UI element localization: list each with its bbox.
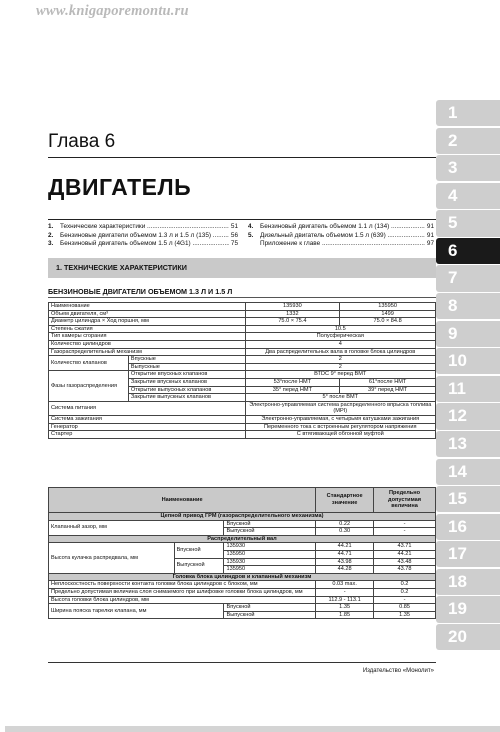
table-row [49, 333, 436, 341]
cell: Выпускной [174, 558, 224, 573]
cell: 43.78 [374, 566, 436, 574]
cell: С втягивающей обгонной муфтой [245, 431, 435, 439]
cell: Предельно допустимая величина слоя снимаемого при шлифовке головки блока цилиндров, мм [49, 588, 316, 596]
cell: 43.98 [316, 558, 374, 566]
toc-page: 51 [230, 223, 238, 230]
toc-item[interactable] [48, 240, 238, 249]
cell: ВТDС 9° перед ВМТ [245, 371, 435, 379]
divider [48, 157, 436, 158]
group-title: Цепной привод ГРМ (газораспределительного механизма) [49, 513, 436, 521]
chapter-tab-9[interactable]: 9 [436, 321, 500, 347]
cell: Ширина пояска тарелки клапана, мм [49, 604, 224, 619]
chapter-tabs [436, 100, 500, 652]
cell: Два распределительных вала в головке блока цилиндров [245, 348, 435, 356]
cell: 43.71 [374, 543, 436, 551]
chapter-tab-18[interactable]: 18 [436, 569, 500, 595]
table-row [49, 604, 436, 612]
cell: Впускные [128, 356, 245, 364]
toc-number [248, 240, 260, 249]
toc-page: 91 [426, 231, 434, 239]
toc-page: 56 [230, 231, 238, 239]
cell: Высота головки блока цилиндров, мм [49, 596, 316, 604]
cell: 135930 [224, 543, 316, 551]
cell: Выпускные [128, 363, 245, 371]
chapter-tab-10[interactable]: 10 [436, 348, 500, 374]
cell: 2 [245, 356, 435, 364]
toc-number: 2. [48, 231, 54, 239]
cell: 4 [245, 340, 435, 348]
cell: Выпускной [224, 611, 316, 619]
cell: 44.71 [316, 550, 374, 558]
cell: Открытие впускных клапанов [128, 371, 245, 379]
cell: 10.5 [245, 325, 435, 333]
divider [48, 219, 436, 220]
chapter-tab-8[interactable]: 8 [436, 293, 500, 319]
cell: 135930 [245, 303, 340, 311]
chapter-tab-20[interactable]: 20 [436, 624, 500, 650]
table-row [49, 356, 436, 364]
cell: Полусферическая [245, 333, 435, 341]
cell: 1332 [245, 310, 340, 318]
cell: Степень сжатия [49, 325, 246, 333]
chapter-tab-5[interactable]: 5 [436, 210, 500, 236]
cell: 135950 [224, 550, 316, 558]
specs-table [48, 302, 436, 439]
table-header-row [49, 488, 436, 513]
chapter-tab-11[interactable]: 11 [436, 376, 500, 402]
publisher-credit: Издательство «Монолит» [362, 668, 434, 674]
chapter-tab-17[interactable]: 17 [436, 541, 500, 567]
section-heading: 1. ТЕХНИЧЕСКИЕ ХАРАКТЕРИСТИКИ [48, 258, 436, 278]
cell: Впускной [224, 520, 316, 528]
table-row [49, 340, 436, 348]
column-header: Наименование [49, 488, 316, 513]
toc-item[interactable] [248, 232, 434, 241]
group-row [49, 513, 436, 521]
chapter-tab-7[interactable]: 7 [436, 265, 500, 291]
toc-title: Бензиновый двигатель объемом 1.5 л (4G1) ..... [60, 240, 229, 249]
cell: Система питания [49, 401, 246, 415]
divider [48, 662, 436, 663]
group-row [49, 573, 436, 581]
cell: Электронно-управляемая система распределенного впрыска топлива (MPI) [245, 401, 435, 415]
cell: Диаметр цилиндра × Ход поршня, мм [49, 318, 246, 326]
chapter-tab-14[interactable]: 14 [436, 459, 500, 485]
cell: 44.28 [316, 566, 374, 574]
toc-number: 3. [48, 240, 54, 247]
cell: Открытие выпускных клапанов [128, 386, 245, 394]
cell: Объем двигателя, см³ [49, 310, 246, 318]
cell: 61°после НМТ [340, 378, 436, 386]
cell: 1.35 [316, 604, 374, 612]
group-title: Распределительный вал [49, 535, 436, 543]
toc-number: 5. [248, 231, 254, 239]
table-row [49, 596, 436, 604]
cell: 2 [245, 363, 435, 371]
page-edge [0, 726, 500, 732]
table-row [49, 401, 436, 415]
chapter-tab-12[interactable]: 12 [436, 403, 500, 429]
cell: 5° после ВМТ [245, 394, 435, 402]
cell: 75.0 × 84.8 [340, 318, 436, 326]
cell: Впускной [174, 543, 224, 558]
table-row [49, 581, 436, 589]
cell: Фазы газораспределения [49, 371, 129, 401]
table-row [49, 310, 436, 318]
table-row [49, 415, 436, 423]
cell: 0.2 [374, 581, 436, 589]
toc-page: 97 [426, 240, 434, 247]
toc-item[interactable] [248, 240, 434, 249]
tolerances-table [48, 487, 436, 619]
chapter-tab-3[interactable]: 3 [436, 155, 500, 181]
toc-title: Бензиновый двигатель объемом 1.1 л (134) ..... [260, 223, 425, 232]
toc-right [248, 223, 434, 249]
toc-number: 4. [248, 223, 254, 230]
cell: Закрытие впускных клапанов [128, 378, 245, 386]
chapter-tab-2[interactable]: 2 [436, 128, 500, 154]
cell: 75.0 × 75.4 [245, 318, 340, 326]
watermark: www.knigaporemontu.ru [36, 3, 189, 19]
toc-number: 1. [48, 223, 54, 230]
chapter-tab-15[interactable]: 15 [436, 486, 500, 512]
table-row [49, 543, 436, 551]
cell: 1.35 [374, 611, 436, 619]
toc-item[interactable] [248, 223, 434, 232]
cell: 35° перед НМТ [245, 386, 340, 394]
cell: Количество цилиндров [49, 340, 246, 348]
cell: 135930 [224, 558, 316, 566]
chapter-tab-1[interactable]: 1 [436, 100, 500, 126]
toc-item[interactable] [48, 223, 238, 232]
column-header: Предельно допустимая величина [374, 488, 436, 513]
cell: 0.03 max. [316, 581, 374, 589]
cell: Переменного тока с встроенным регулятором напряжения [245, 423, 435, 431]
table-row [49, 318, 436, 326]
cell: 135950 [340, 303, 436, 311]
cell: - [374, 528, 436, 536]
toc-title: Приложение к главе ..... [260, 240, 425, 249]
divider [48, 297, 436, 298]
chapter-tab-16[interactable]: 16 [436, 514, 500, 540]
cell: 53°после НМТ [245, 378, 340, 386]
table-row [49, 520, 436, 528]
chapter-number: Глава 6 [48, 131, 116, 152]
table-row [49, 423, 436, 431]
cell: 0.30 [316, 528, 374, 536]
cell: 135950 [224, 566, 316, 574]
column-header: Стандартное значение [316, 488, 374, 513]
cell: Количество клапанов [49, 356, 129, 371]
cell: 112.9 - 113.1 [316, 596, 374, 604]
cell: Выпускной [224, 528, 316, 536]
table-row [49, 371, 436, 379]
cell: - [316, 588, 374, 596]
cell: Система зажигания [49, 415, 246, 423]
cell: 44.21 [316, 543, 374, 551]
table-row [49, 588, 436, 596]
cell: Электронно-управляемая, с четырьмя катушками зажигания [245, 415, 435, 423]
table-row [49, 431, 436, 439]
cell: 39° перед НМТ [340, 386, 436, 394]
cell: Стартер [49, 431, 246, 439]
cell: Тип камеры сгорания [49, 333, 246, 341]
toc-title: Бензиновые двигатели объемом 1.3 л и 1.5 л (135) ..... [60, 232, 229, 241]
cell: Генератор [49, 423, 246, 431]
cell: Высота кулачка распредвала, мм [49, 543, 175, 573]
toc-title: Дизельный двигатель объемом 1.5 л (639) ..... [260, 232, 425, 241]
table-row [49, 303, 436, 311]
chapter-title: ДВИГАТЕЛЬ [48, 174, 192, 200]
cell: 43.48 [374, 558, 436, 566]
group-row [49, 535, 436, 543]
cell: Газораспределительный механизм [49, 348, 246, 356]
toc-title: Технические характеристики ..... [60, 223, 229, 232]
cell: Наименование [49, 303, 246, 311]
cell: 1499 [340, 310, 436, 318]
chapter-tab-4[interactable]: 4 [436, 183, 500, 209]
toc-page: 75 [230, 240, 238, 247]
table-row [49, 348, 436, 356]
cell: 0.2 [374, 588, 436, 596]
cell: Закрытие выпускных клапанов [128, 394, 245, 402]
table-subheading: БЕНЗИНОВЫЕ ДВИГАТЕЛИ ОБЪЕМОМ 1.3 Л И 1.5 Л [48, 287, 233, 296]
table-row [49, 325, 436, 333]
chapter-tab-6[interactable]: 6 [436, 238, 500, 264]
toc-item[interactable] [48, 232, 238, 241]
cell: - [374, 596, 436, 604]
chapter-tab-13[interactable]: 13 [436, 431, 500, 457]
toc-page: 91 [426, 223, 434, 230]
toc-left [48, 223, 238, 249]
cell: 1.85 [316, 611, 374, 619]
group-title: Головка блока цилиндров и клапанный механизм [49, 573, 436, 581]
cell: Впускной [224, 604, 316, 612]
cell: Неплоскостность поверхности контакта головки блока цилиндров с блоком, мм [49, 581, 316, 589]
cell: - [374, 520, 436, 528]
cell: 44.21 [374, 550, 436, 558]
cell: 0.22 [316, 520, 374, 528]
cell: 0.85 [374, 604, 436, 612]
cell: Клапанный зазор, мм [49, 520, 224, 535]
chapter-tab-19[interactable]: 19 [436, 596, 500, 622]
